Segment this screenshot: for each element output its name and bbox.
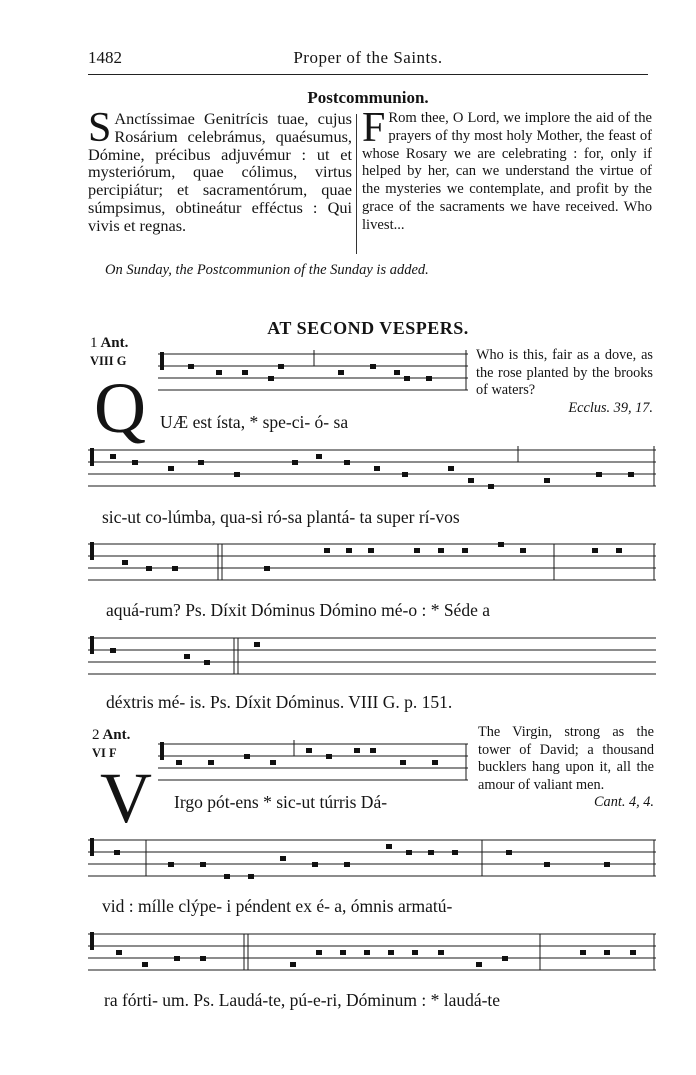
ant2-translation: The Virgin, strong as the tower of David; a thousand bucklers hang upon it, all the amour of valiant men. [478,724,654,793]
ant1-reference: Ecclus. 39, 17. [568,399,653,416]
ant2-lyrics-1: Irgo pót-ens * sic-ut túrris Dá- [174,792,388,812]
english-text: Rom thee, O Lord, we implore the aid of the prayers of thy most holy Mother, the feast of whose Rosary we are celebrating : for, only if helped by her, can we understand the virtue of the mysteries we contemplate, and profit by the grace of the sacraments we have received. Who livest... [362,110,652,233]
ant1-ant: Ant. [100,335,129,351]
ant1-lyrics-1: UÆ est ísta, * spe-ci- ó- sa [160,412,349,432]
ant2-number: 2 [92,727,100,743]
ant2-label [92,726,130,762]
ant2-staff-1 [158,740,468,792]
ant2-translation-box [478,724,654,812]
ant2-initial: V [100,758,152,838]
english-column [362,105,652,235]
ant1-number: 1 [90,335,98,351]
ant1-staff-1 [158,350,468,402]
ant1-translation-box [476,347,653,417]
latin-initial: S [88,105,112,151]
sunday-note: On Sunday, the Postcommunion of the Sunday is added. [105,262,429,278]
latin-column [88,105,352,235]
ant2-lyrics-3: ra fórti- um. Ps. Laudá-te, pú-e-ri, Dóminum : * laudá-te [104,990,501,1010]
ant1-translation: Who is this, fair as a dove, as the rose planted by the brooks of waters? [476,347,653,398]
ant2-staff-2 [88,836,656,888]
ant1-mode: VIII G [90,354,127,368]
ant2-ant: Ant. [102,727,131,743]
postcommunion-heading: Postcommunion. [307,88,429,107]
column-divider [356,114,357,254]
ant2-lyrics-2: vid : mílle clýpe- i péndent ex é- a, ómnis armatú- [102,896,453,916]
ant1-staff-2 [88,446,656,498]
vespers-heading: AT SECOND VESPERS. [267,318,469,338]
ant1-initial: Q [94,368,146,448]
ant1-lyrics-2: sic-ut co-lúmba, qua-si ró-sa plantá- ta super rí-vos [102,507,460,527]
page-number: 1482 [88,48,122,67]
ant2-mode: VI F [92,746,117,760]
ant2-reference: Cant. 4, 4. [594,794,654,810]
running-title: Proper of the Saints. [293,48,443,67]
ant1-staff-4 [88,634,656,686]
header-rule [88,74,648,75]
ant1-staff-3 [88,540,656,592]
ant1-lyrics-3: aquá-rum? Ps. Díxit Dóminus Dómino mé-o : * Séde a [106,600,490,620]
ant2-staff-3 [88,930,656,982]
page-header [88,48,648,70]
english-initial: F [362,105,386,151]
ant1-lyrics-4: déxtris mé- is. Ps. Díxit Dóminus. VIII G. p. 151. [106,692,453,712]
ant1-label [90,334,128,370]
latin-text: Anctíssimae Genitrícis tuae, cujus Rosárium celebrámus, quaésumus, Dómine, précibus adjuvémur : ut et mysteriórum, quae cólimus, virtus percipiátur; et sacramentórum, quae súmpsimus, obtineátur efféctus : Qui vivis et regnas. [88,109,352,235]
